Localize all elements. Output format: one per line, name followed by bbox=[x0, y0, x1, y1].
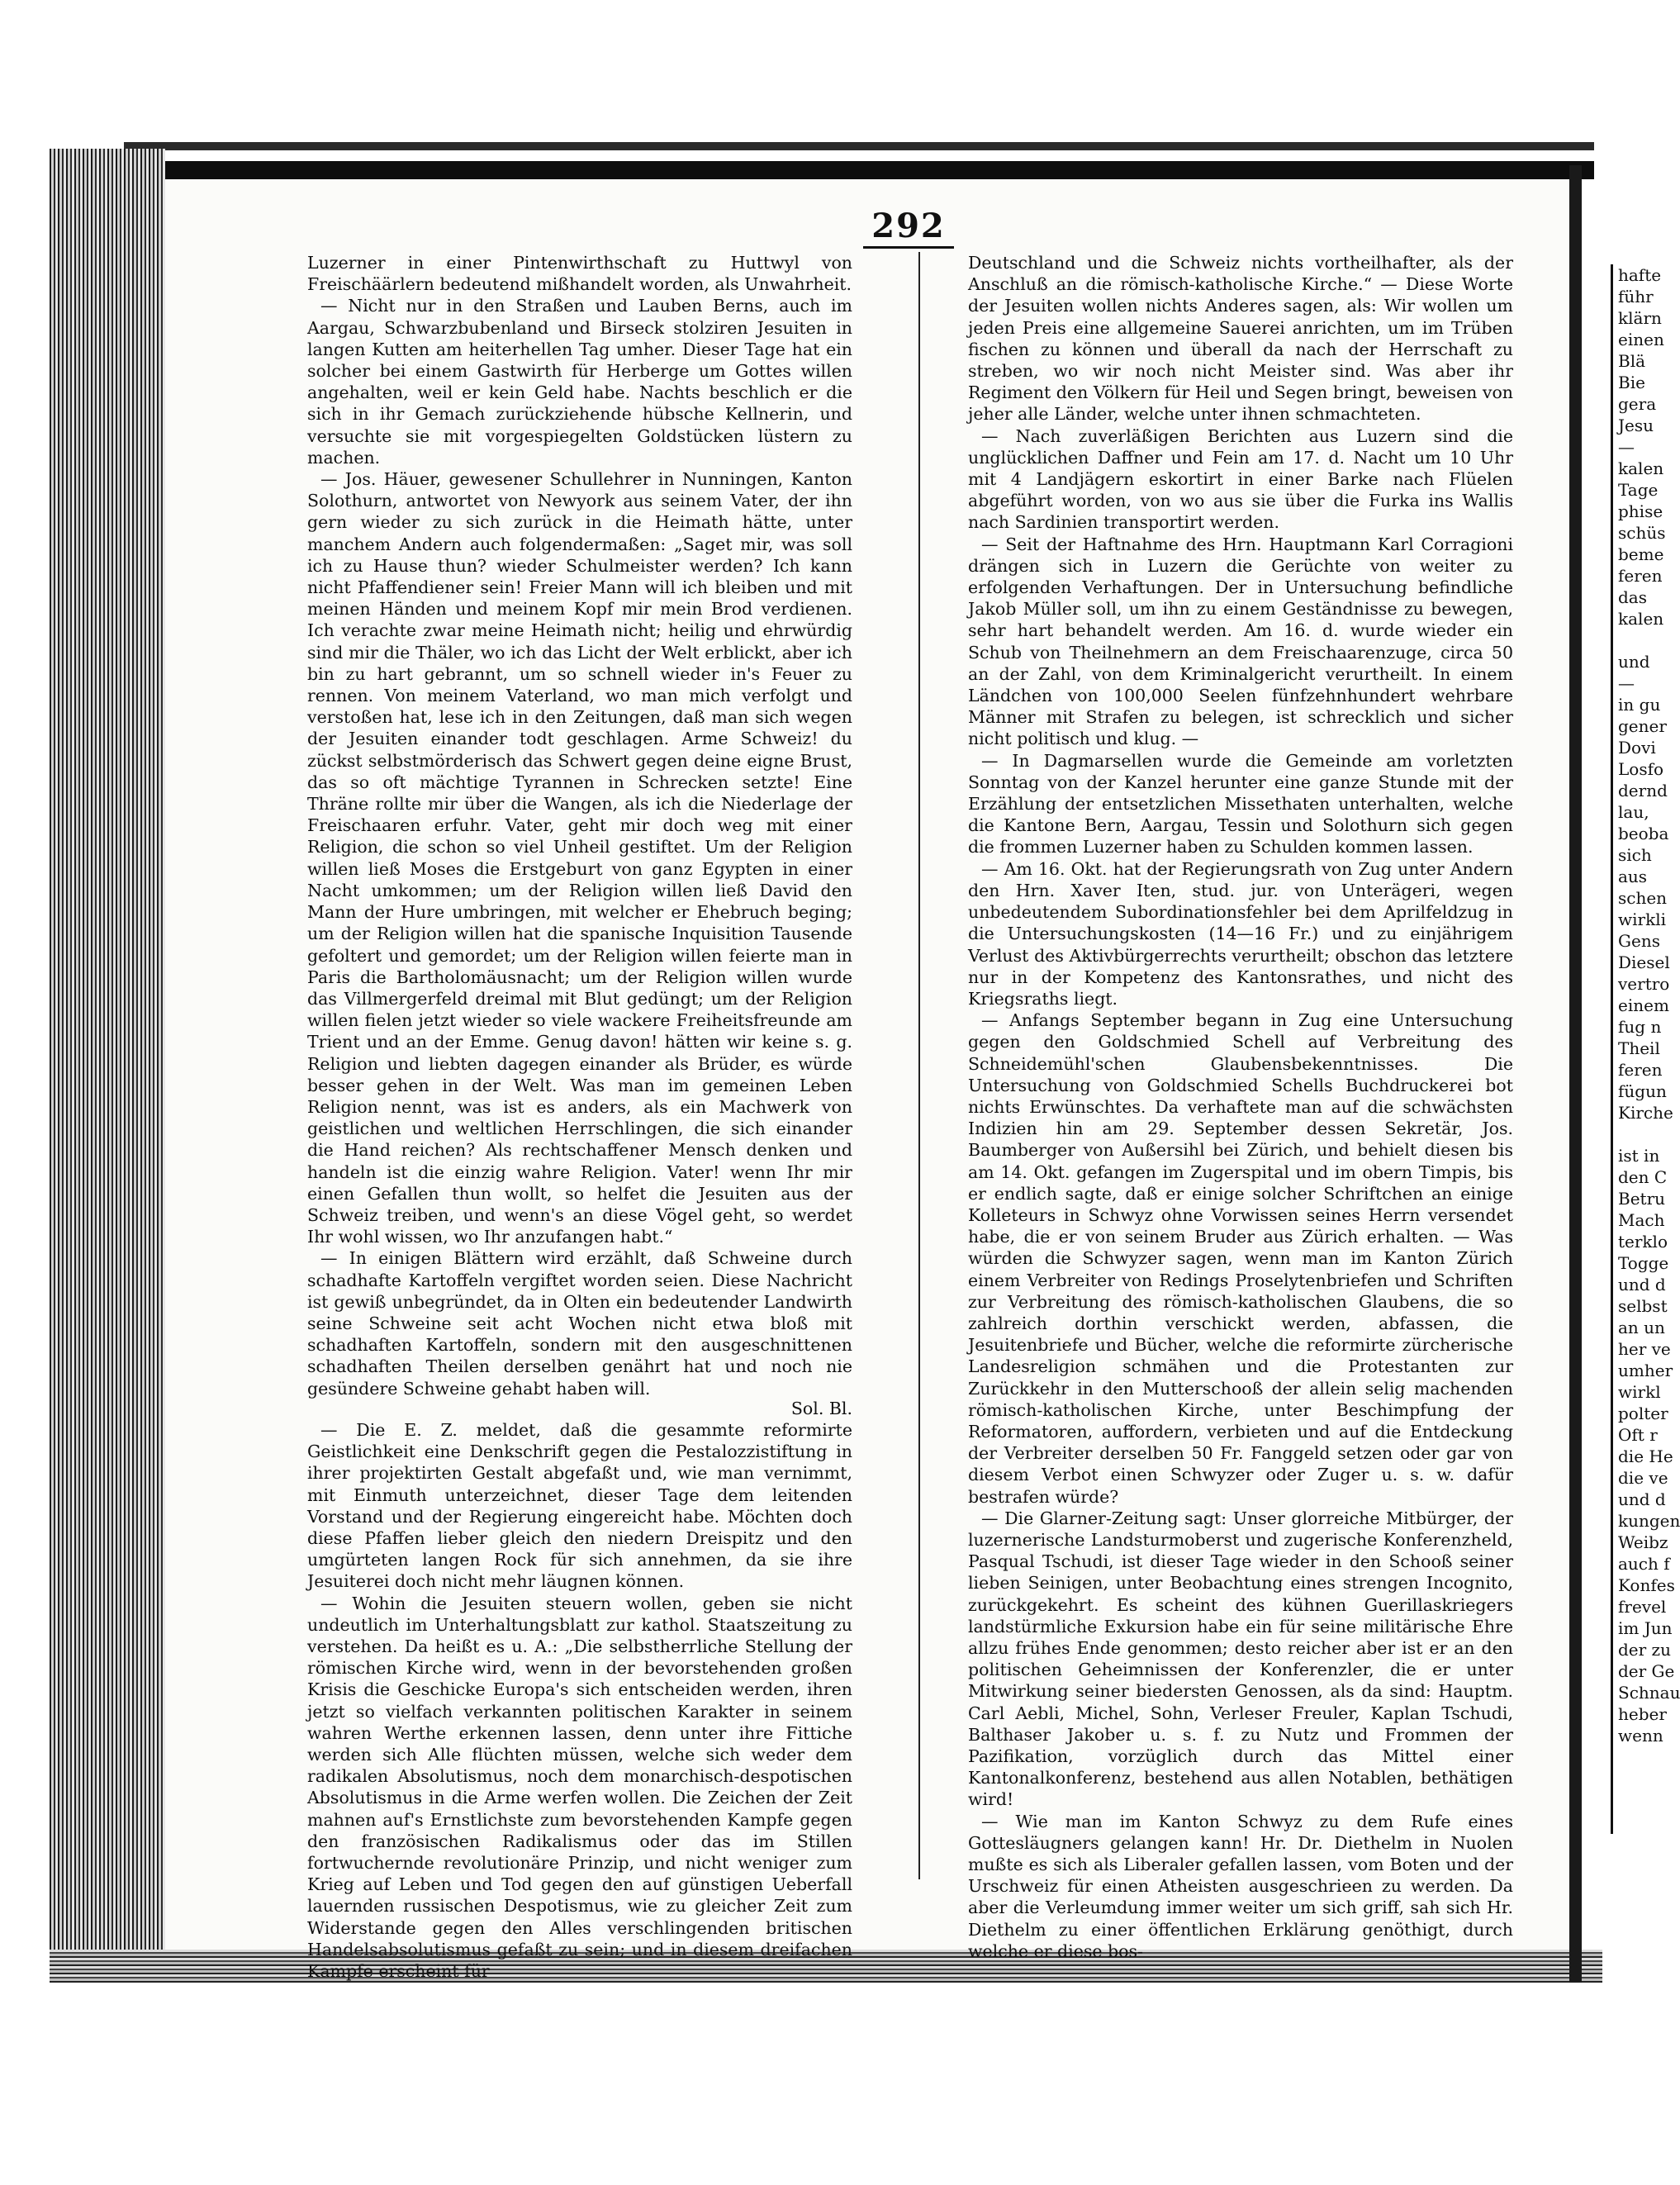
fragment-line: Jesu bbox=[1618, 416, 1654, 435]
fragment-line: Konfes bbox=[1618, 1575, 1675, 1595]
fragment-line: und d bbox=[1618, 1275, 1666, 1294]
fragment-line: den C bbox=[1618, 1167, 1668, 1187]
fragment-line: kalen bbox=[1618, 609, 1664, 629]
book-spine-shadow bbox=[124, 142, 1594, 150]
fragment-line: kalen bbox=[1618, 458, 1664, 478]
fragment-line: feren bbox=[1618, 566, 1663, 586]
fragment-line: polter bbox=[1618, 1404, 1668, 1423]
fragment-line: und bbox=[1618, 652, 1650, 672]
fragment-line: der Ge bbox=[1618, 1661, 1675, 1681]
fragment-line: gera bbox=[1618, 394, 1657, 414]
article-paragraph: — Seit der Haftnahme des Hrn. Hauptmann Karl Corragioni drängen sich in Luzern die Gerüchte von weiter zu erfolgenden Verhaftungen. Der in Untersuchung befindliche Jakob Müller soll, um ihn zu einem Geständnisse zu bewegen, sehr hart behandelt werden. Am 16. d. wurde wieder ein Schub von Theilnehmern an dem Freischaarenzuge, circa 50 an der Zahl, von dem Kriminalgericht verurtheilt. In einem Ländchen von 100,000 Seelen fünfzehnhundert wehrbare Männer mit Strafen zu belegen, ist schrecklich und sicher nicht politisch und klug. — bbox=[968, 534, 1513, 749]
article-paragraph: — Nach zuverläßigen Berichten aus Luzern sind die unglücklichen Daffner und Fein am 17. d. Nacht um 10 Uhr mit 4 Landjägern eskortirt in einer Barke nach Flüelen abgeführt worden, von wo aus sie über die Furka ins Wallis nach Sardinien transportirt werden. bbox=[968, 425, 1513, 533]
fragment-line: phise bbox=[1618, 501, 1663, 521]
fragment-line: fug n bbox=[1618, 1017, 1662, 1037]
article-paragraph: Deutschland und die Schweiz nichts vortheilhafter, als der Anschluß an die römisch-katholische Kirche.“ — Diese Worte der Jesuiten wollen nichts Anderes sagen, als: Wir wollen um jeden Preis eine allgemeine Sauerei anrichten, um im Trüben fischen zu können und überall da nach der Herrschaft zu streben, wo wir noch nicht Meister sind. Was aber ihr Regiment den Völkern für Heil und Segen bringt, beweisen von jeher alle Länder, welche unter ihnen schmachteten. bbox=[968, 253, 1513, 425]
fragment-line: kungen bbox=[1618, 1511, 1680, 1531]
fragment-line: sich bbox=[1618, 845, 1652, 865]
fragment-line: selbst bbox=[1618, 1296, 1668, 1316]
article-paragraph: — Wie man im Kanton Schwyz zu dem Rufe eines Gottesläugners gelangen kann! Hr. Dr. Diethelm in Nuolen mußte es sich als Liberaler gefallen lassen, vom Boten und der Urschweiz für einen Atheisten ausgeschrieen zu werden. Da aber die Verleumdung immer weiter um sich griff, sah sich Hr. Diethelm zu einer öffentlichen Erklärung genöthigt, durch welche er diese bos- bbox=[968, 1811, 1513, 1961]
page-number-underline bbox=[863, 246, 954, 249]
article-paragraph: — Die E. Z. meldet, daß die gesammte reformirte Geistlichkeit eine Denkschrift gegen die Pestalozzistiftung in ihrer projektirten Gestalt abgefaßt und, wie man vernimmt, mit Einmuth unterzeichnet, dieser Tage dem leitenden Vorstand und der Regierung eingereicht habe. Möchten doch diese Pfaffen lieber gleich den niedern Dreispitz und den umgürteten langen Rock für sich annehmen, da sie ihre Jesuiterei doch nicht mehr läugnen können. bbox=[307, 1419, 852, 1592]
fragment-line: Schnau bbox=[1618, 1683, 1680, 1703]
fragment-line: fügun bbox=[1618, 1081, 1667, 1101]
fragment-line: lau, bbox=[1618, 802, 1649, 822]
fragment-line: die ve bbox=[1618, 1468, 1668, 1488]
fragment-line: Kirche bbox=[1618, 1103, 1673, 1123]
page-number: 292 bbox=[871, 207, 946, 245]
fragment-line: frevel bbox=[1618, 1597, 1667, 1617]
fragment-line: und d bbox=[1618, 1489, 1666, 1509]
book-gutter bbox=[1569, 165, 1582, 1983]
adjacent-page-fragment bbox=[1611, 264, 1680, 1834]
fragment-line: Weibz bbox=[1618, 1532, 1668, 1552]
scan-margin-top bbox=[0, 0, 1652, 145]
fragment-line: klärn bbox=[1618, 308, 1662, 328]
fragment-line: her ve bbox=[1618, 1339, 1671, 1359]
fragment-line: wenn bbox=[1618, 1726, 1663, 1746]
fragment-line: Losfo bbox=[1618, 759, 1664, 779]
fragment-line: der zu bbox=[1618, 1640, 1671, 1660]
fragment-line: wirkl bbox=[1618, 1382, 1661, 1402]
fragment-line: Diesel bbox=[1618, 952, 1670, 972]
article-paragraph: Luzerner in einer Pintenwirthschaft zu Huttwyl von Freischäärlern bedeutend mißhandelt worden, als Unwahrheit. bbox=[307, 253, 852, 295]
fragment-line: einem bbox=[1618, 995, 1669, 1015]
fragment-line: terklo bbox=[1618, 1232, 1668, 1252]
fragment-line: Togge bbox=[1618, 1253, 1669, 1273]
fragment-line: vertro bbox=[1618, 974, 1670, 994]
article-paragraph: — Die Glarner-Zeitung sagt: Unser glorreiche Mitbürger, der luzernerische Landsturmoberst und zugerische Konferenzheld, Pasqual Tschudi, ist dieser Tage wieder in den Schooß seiner lieben Seinigen, unter Beobachtung eines strengen Incognito, zurückgekehrt. Es scheint des kühnen Guerillaskriegers landstürmliche Exkursion habe ein für seine militärische Ehre allzu frühes Ende genommen; desto reicher aber ist er an den politischen Geheimnissen der Konferenzler, die er unter Mitwirkung seiner biedersten Genossen, als da sind: Hauptm. Carl Aebli, Michel, Sohn, Verleser Freuler, Kaplan Tschudi, Balthaser Jakober u. s. f. zu Nutz und Frommen der Pazifikation, vorzüglich durch das Mittel einer Kantonalkonferenz, bestehend aus allen Notablen, bethätigen wird! bbox=[968, 1508, 1513, 1810]
article-paragraph: — Am 16. Okt. hat der Regierungsrath von Zug unter Andern den Hrn. Xaver Iten, stud. jur. von Unterägeri, wegen unbedeutendem Subordinationsfehler bei dem Aprilfeldzug in die Untersuchungskosten (14—16 Fr.) und zu einjährigem Verlust des Aktivbürgerrechts verurtheilt; obschon das letztere nur in der Kompetenz des Kantonsrathes, und nicht des Kriegsraths liegt. bbox=[968, 858, 1513, 1009]
fragment-line: gener bbox=[1618, 716, 1667, 736]
fragment-line: einen bbox=[1618, 330, 1664, 349]
fragment-line: umher bbox=[1618, 1361, 1673, 1380]
fragment-line: feren bbox=[1618, 1060, 1663, 1080]
fragment-line: aus bbox=[1618, 867, 1648, 886]
fragment-line bbox=[1613, 1123, 1654, 1145]
right-text-column bbox=[968, 252, 1513, 1961]
fragment-line: dernd bbox=[1618, 781, 1668, 800]
fragment-line: Gens bbox=[1618, 931, 1660, 951]
article-paragraph: — Nicht nur in den Straßen und Lauben Berns, auch im Aargau, Schwarzbubenland und Birseck stolziren Jesuiten in langen Kutten am heiterhellen Tag umher. Dieser Tage hat ein solcher bei einem Gastwirth für Herberge um Gottes willen angehalten, weil er kein Geld habe. Nachts beschlich er die sich in ihr Gemach zurückziehende hübsche Kellnerin, und versuchte sie mit vorgespiegelten Goldstücken lüstern zu machen. bbox=[307, 296, 852, 468]
fragment-line: heber bbox=[1618, 1704, 1667, 1724]
fragment-line: führ bbox=[1618, 287, 1654, 306]
fragment-line: hafte bbox=[1618, 265, 1662, 285]
article-source: Sol. Bl. bbox=[790, 1398, 852, 1418]
article-paragraph: — In Dagmarsellen wurde die Gemeinde am vorletzten Sonntag von der Kanzel herunter eine ganze Stunde mit der Erzählung der entsetzlichen Missethaten unterhalten, welche die Kantone Bern, Aargau, Tessin und Solothurn sich gegen die frommen Luzerner haben zu Schulden kommen lassen. bbox=[968, 750, 1513, 857]
fragment-line: Betru bbox=[1618, 1189, 1666, 1209]
fragment-line: Bie bbox=[1618, 373, 1645, 392]
article-paragraph: — Wohin die Jesuiten steuern wollen, geben sie nicht undeutlich im Unterhaltungsblatt zur kathol. Staatszeitung zu verstehen. Da heißt es u. A.: „Die selbstherrliche Stellung der römischen Kirche wird, wenn in der bevorstehenden großen Krisis die Geschicke Europa's sich entscheiden werden, ihren jetzt so vielfach verkannten politischen Karakter in seinem wahren Werthe erkennen lassen, denn unter ihre Fittiche werden sich Alle flüchten müssen, welche sich weder dem radikalen Absolutismus, noch dem monarchisch-despotischen Absolutismus in die Arme werfen wollen. Die Zeichen der Zeit mahnen auf's Ernstlichste zum bevorstehenden Kampfe gegen den französischen Radikalismus oder das im Stillen fortwuchernde revolutionäre Prinzip, und nicht weniger zum Krieg auf Leben und Tod gegen den auf günstigen Ueberfall lauernden russischen Despotismus, wie zu gleicher Zeit zum Widerstande gegen den Alles verschlingenden britischen Handelsabsolutismus gefaßt zu sein; und in diesem dreifachen Kampfe erscheint für bbox=[307, 1593, 852, 1982]
fragment-line: schüs bbox=[1618, 523, 1666, 543]
fragment-line: Tage bbox=[1618, 480, 1659, 500]
fragment-line: Theil bbox=[1618, 1038, 1660, 1058]
fragment-line: im Jun bbox=[1618, 1618, 1673, 1638]
fragment-line: Blä bbox=[1618, 351, 1646, 371]
fragment-line: in gu bbox=[1618, 695, 1661, 715]
fragment-line: wirkli bbox=[1618, 910, 1666, 929]
fragment-line: an un bbox=[1618, 1318, 1665, 1337]
fragment-line: das bbox=[1618, 587, 1647, 607]
fragment-line: beme bbox=[1618, 544, 1664, 564]
fragment-line: ist in bbox=[1618, 1146, 1660, 1166]
article-paragraph: — Jos. Häuer, gewesener Schullehrer in Nunningen, Kanton Solothurn, antwortet von Newyork aus seinem Vater, der ihn gern wieder zu sich zurück in die Heimath hätte, unter manchem Andern auch folgendermaßen: „Saget mir, was soll ich zu Hause thun? wieder Schulmeister werden? Ich kann nicht Pfaffendiener sein! Freier Mann will ich bleiben und mit meinen Händen und meinem Kopf mir mein Brod verdienen. Ich verachte zwar meine Heimath nicht; heilig und ehrwürdig sind mir die Thäler, wo ich das Licht der Welt erblickt, aber ich bin zu hart gebrannt, um so schnell wieder in's Feuer zu rennen. Von meinem Vaterland, wo man mich verfolgt und verstoßen hat, lese ich in den Zeitungen, daß man sich wegen der Jesuiten einander todt geschlagen. Arme Schweiz! du zückst selbstmörderisch das Schwert gegen deine eigne Brust, das so oft mächtige Tyrannen in Schrecken setzte! Eine Thräne rollte mir über die Wangen, als ich die Niederlage der Freischaaren erfuhr. Vater, geht mir doch weg mit einer Religion, die schon so viel Unheil gestiftet. Um der Religion willen ließ Moses die Erstgeburt von ganz Egypten in einer Nacht umkommen; um der Religion willen ließ David den Mann der Hure umbringen, mit welcher er Ehebruch beging; um der Religion willen hat die spanische Inquisition Tausende gefoltert und gemordet; um der Religion willen feierte man in Paris die Bartholomäusnacht; um der Religion willen wurde das Villmergerfeld dreimal mit Blut gedüngt; um der Religion willen fielen jetzt wieder so viele wackere Freiheitsfreunde am Trient und an der Emme. Genug davon! hätten wir keine s. g. Religion und liebten dagegen einander als Brüder, es würde besser gehen in der Welt. Was man im gemeinen Leben Religion nennt, was ist es anders, als ein Machwerk von geistlichen und weltlichen Herrschlingen, die sich einander die Hand reichen? Als rechtschaffener Mensch denken und handeln ist die einzig wahre Religion. Vater! wenn Ihr mir einen Gefallen thun wollt, so helfet die Jesuiten aus der Schweiz treiben, und wenn's an diese Vögel geht, so werdet Ihr wohl wissen, wo Ihr anzufangen habt.“ bbox=[307, 469, 852, 1247]
fragment-line: schen bbox=[1618, 888, 1668, 908]
fragment-line: die He bbox=[1618, 1446, 1673, 1466]
article-paragraph: — Anfangs September begann in Zug eine Untersuchung gegen den Goldschmied Schell auf Verbreitung des Schneidemühl'schen Glaubensbekenntnisses. Die Untersuchung von Goldschmied Schells Buchdruckerei bot nichts Erwünschtes. Da verhaftete man auf die schwächsten Indizien hin am 29. September dessen Sekretär, Jos. Baumberger von Außersihl bei Zürich, und behielt diesen bis am 14. Okt. gefangen im Zugerspital und im obern Timpis, bis er endlich sagte, daß er einige solcher Schriftchen an einige Kolleteurs in Schwyz ohne Vorwissen seines Herrn versendet habe, die er von seinem Bruder aus Zürich erhalten. — Was würden die Schwyzer sagen, wenn man im Kanton Zürich einem Verbreiter von Redings Proselytenbriefen und Schriften zur Verbreitung des römisch-katholischen Glaubens, die so zahlreich dorthin verschickt werden, abfassen, die Jesuitenbriefe und Bücher, welche die reformirte zürcherische Landesreligion schmähen und die Protestanten zur Zurückkehr in den Mutterschooß der allein selig machenden römisch-katholischen Kirche, unter Beschimpfung der Reformatoren, auffordern, verbieten und auf die Entdeckung der Verbreiter derselben 50 Fr. Fanggeld setzen oder gar von diesem Verbot einen Schwyzer oder Zuger u. s. w. dafür bestrafen würde? bbox=[968, 1010, 1513, 1507]
fragment-line bbox=[1613, 629, 1654, 651]
fragment-line: — bbox=[1618, 673, 1635, 693]
fragment-line: Mach bbox=[1618, 1210, 1665, 1230]
fragment-line: Oft r bbox=[1618, 1425, 1658, 1445]
fragment-line: beoba bbox=[1618, 824, 1669, 843]
column-divider bbox=[918, 252, 920, 1879]
left-text-column bbox=[307, 252, 852, 1982]
article-paragraph: — In einigen Blättern wird erzählt, daß Schweine durch schadhafte Kartoffeln vergiftet worden seien. Diese Nachricht ist gewiß unbegründet, da in Olten ein bedeutender Landwirth seine Schweine seit acht Wochen nicht etwa bloß mit schadhaften Kartoffeln, sondern mit den ausgeschnittenen schadhaften Theilen derselben genährt hat und noch nie gesündere Schweine gehabt haben will. bbox=[307, 1248, 852, 1399]
fragment-line: auch f bbox=[1618, 1554, 1670, 1574]
fragment-line: — bbox=[1618, 437, 1635, 457]
fragment-line: Dovi bbox=[1618, 738, 1656, 758]
book-top-edge bbox=[124, 161, 1594, 179]
book-page-stack-left bbox=[50, 149, 165, 1966]
